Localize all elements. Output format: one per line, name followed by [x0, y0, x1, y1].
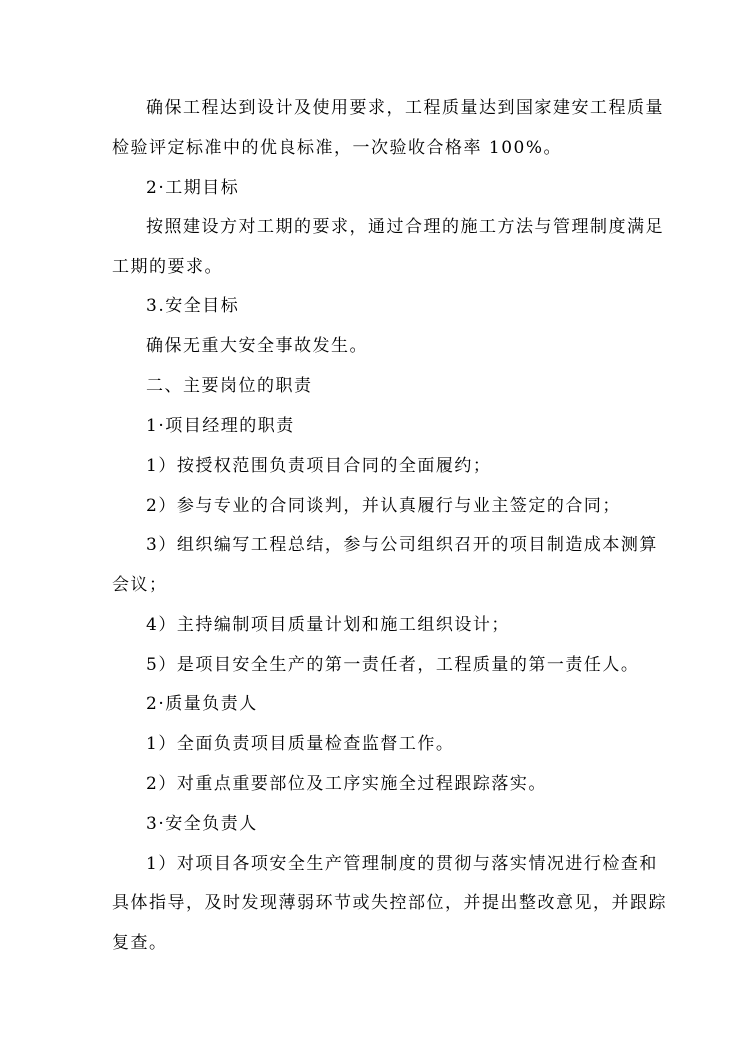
section-heading: 3·安全负责人	[146, 814, 258, 834]
section-heading: 2·质量负责人	[146, 694, 258, 714]
text-line: 确保无重大安全事故发生。	[146, 336, 368, 356]
text-line: 工期的要求。	[112, 257, 223, 277]
list-item: 1）按授权范围负责项目合同的全面履约；	[146, 456, 492, 476]
list-item: 2）参与专业的合同谈判，并认真履行与业主签定的合同；	[146, 496, 621, 516]
list-item: 1）全面负责项目质量检查监督工作。	[146, 734, 455, 754]
text-line: 复查。	[112, 933, 168, 953]
list-item: 2）对重点重要部位及工序实施全过程跟踪落实。	[146, 774, 547, 794]
chapter-heading: 二、主要岗位的职责	[146, 376, 313, 396]
section-heading: 2·工期目标	[146, 178, 240, 198]
text-line: 具体指导，及时发现薄弱环节或失控部位，并提出整改意见，并跟踪	[112, 893, 667, 913]
list-item: 1）对项目各项安全生产管理制度的贯彻与落实情况进行检查和	[146, 854, 658, 874]
text-line: 按照建设方对工期的要求，通过合理的施工方法与管理制度满足	[146, 217, 664, 237]
list-item: 4）主持编制项目质量计划和施工组织设计；	[146, 615, 510, 635]
text-line: 会议；	[112, 575, 168, 595]
section-heading: 1·项目经理的职责	[146, 416, 295, 436]
section-heading: 3.安全目标	[146, 296, 240, 316]
text-line: 检验评定标准中的优良标准，一次验收合格率 100%。	[112, 138, 563, 158]
list-item: 5）是项目安全生产的第一责任者，工程质量的第一责任人。	[146, 655, 640, 675]
list-item: 3）组织编写工程总结，参与公司组织召开的项目制造成本测算	[146, 535, 658, 555]
text-line: 确保工程达到设计及使用要求，工程质量达到国家建安工程质量	[146, 98, 664, 118]
